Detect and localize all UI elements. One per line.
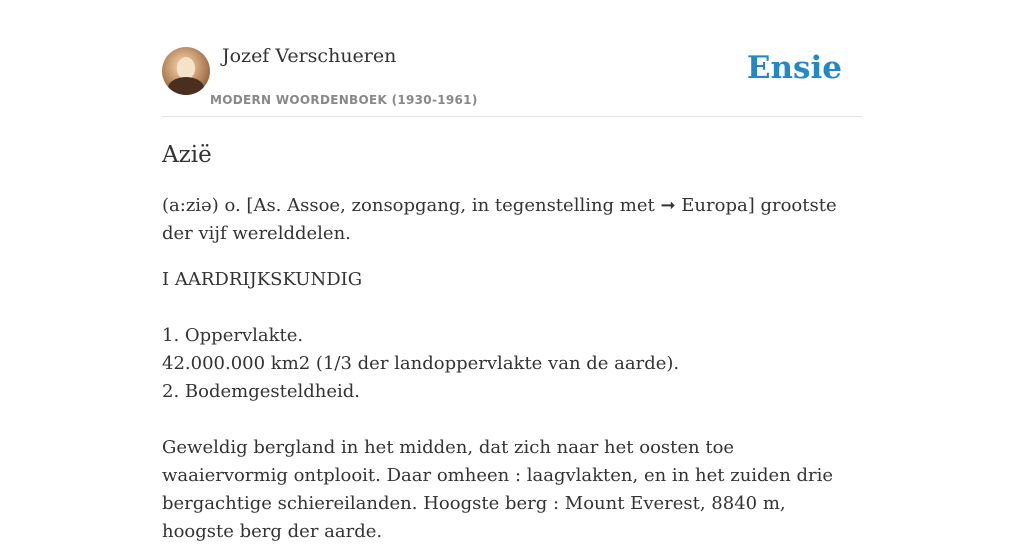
source-subtitle: MODERN WOORDENBOEK (1930-1961) xyxy=(210,93,478,107)
entry-intro: (a:ziə) o. [As. Assoe, zonsopgang, in tegenstelling met ➞ Europa] grootste der vijf werelddelen. xyxy=(162,195,837,244)
page xyxy=(162,0,862,546)
spacer xyxy=(162,294,862,322)
avatar-body xyxy=(168,77,204,95)
header xyxy=(162,0,862,117)
spacer xyxy=(162,406,862,434)
entry-title: Azië xyxy=(162,142,212,168)
avatar-head xyxy=(177,57,195,79)
brand-logo[interactable]: Ensie xyxy=(746,50,842,86)
entry-paragraph: Geweldig bergland in het midden, dat zich naar het oosten toe waaiervormig ontplooit. Daar omheen : laagvlakten, en in het zuiden drie bergachtige schiereilanden. Hoogste berg : Mount Everest, 8840 m, hoogste berg der aarde. xyxy=(162,437,834,542)
author-name[interactable]: Jozef Verschueren xyxy=(222,45,397,67)
author-avatar[interactable] xyxy=(162,47,210,95)
entry-line: 1. Oppervlakte. xyxy=(162,325,304,346)
section-heading: I AARDRIJKSKUNDIG xyxy=(162,269,363,290)
entry-content xyxy=(162,192,862,546)
entry-line: 42.000.000 km2 (1/3 der landoppervlakte van de aarde). xyxy=(162,353,680,374)
entry-line: 2. Bodemgesteldheid. xyxy=(162,381,361,402)
